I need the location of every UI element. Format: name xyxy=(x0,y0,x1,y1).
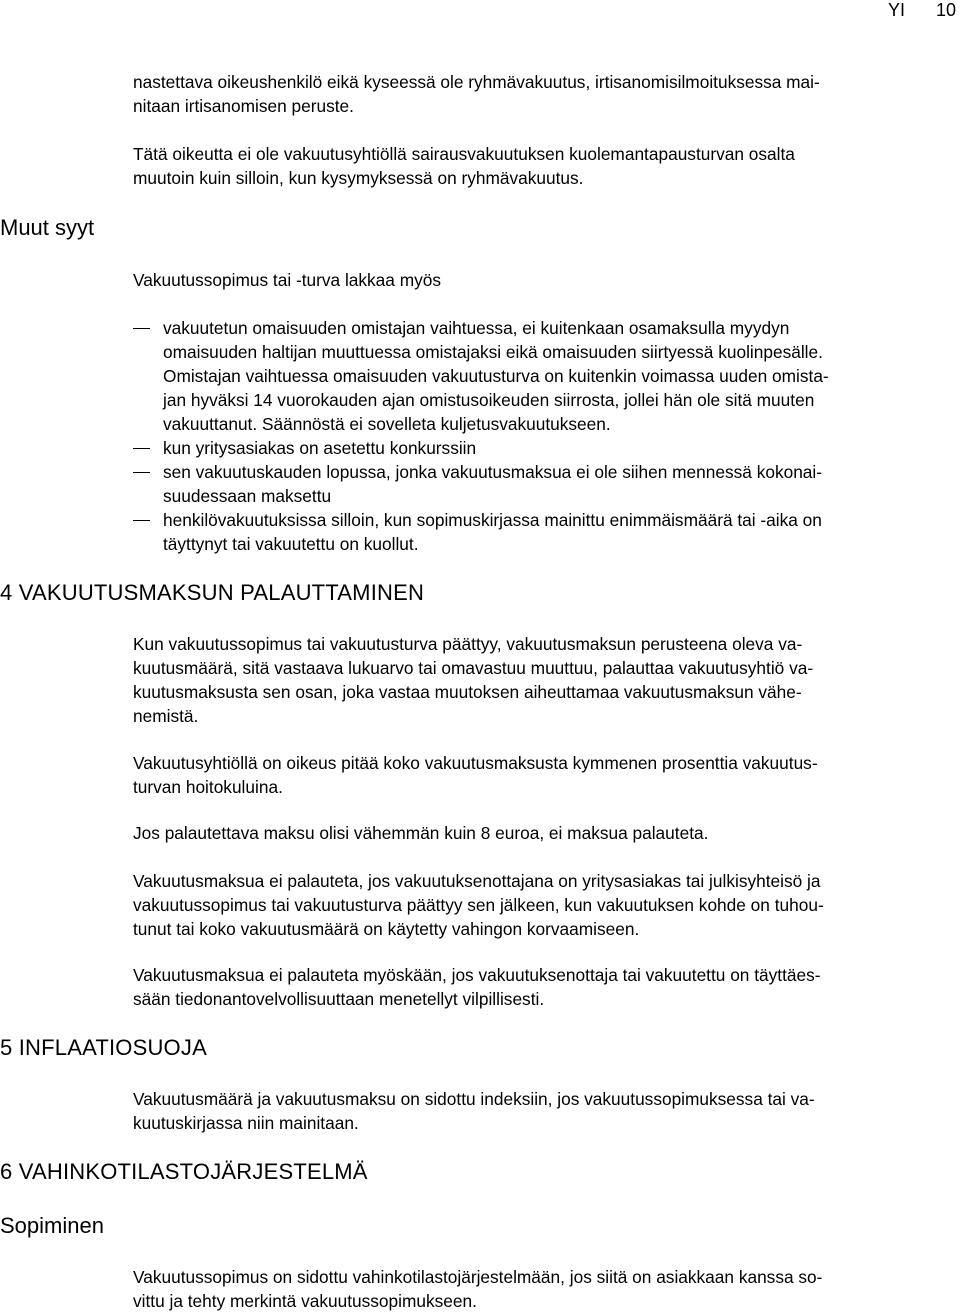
paragraph-line: vittu ja tehty merkintä vakuutussopimukseen. xyxy=(133,1291,477,1311)
list-item-line: Omistajan vaihtuessa omaisuuden vakuutusturva on kuitenkin voimassa uuden omista- xyxy=(163,366,829,386)
paragraph-line: nemistä. xyxy=(133,706,199,726)
paragraph-line: muutoin kuin silloin, kun kysymyksessä on ryhmävakuutus. xyxy=(133,168,584,188)
list-intro: Vakuutussopimus tai -turva lakkaa myös xyxy=(133,270,441,290)
paragraph-line: tunut tai koko vakuutusmäärä on käytetty vahingon korvaamiseen. xyxy=(133,919,640,939)
paragraph-line: Vakuutussopimus on sidottu vahinkotilastojärjestelmään, jos siitä on asiakkaan kanssa so- xyxy=(133,1267,823,1287)
list-item-line: täyttynyt tai vakuutettu on kuollut. xyxy=(163,534,419,554)
side-heading-muut-syyt: Muut syyt xyxy=(0,215,95,240)
list-item-line: jan hyväksi 14 vuorokauden ajan omistusoikeuden siirrosta, jollei hän ole sitä muuten xyxy=(163,390,815,410)
paragraph-line: nitaan irtisanomisen peruste. xyxy=(133,96,354,116)
paragraph-line: Vakuutusmaksua ei palauteta myöskään, jos vakuutuksenottaja tai vakuutettu on täyttäes- xyxy=(133,965,821,985)
paragraph-line: kuutusmaksusta sen osan, joka vastaa muutoksen aiheuttamaa vakuutusmaksun vähe- xyxy=(133,682,802,702)
list-item-line: omaisuuden haltijan muuttuessa omistajaksi eikä omaisuuden siirtyessä kuolinpesälle. xyxy=(163,342,823,362)
section-heading: 4 VAKUUTUSMAKSUN PALAUTTAMINEN xyxy=(0,580,425,605)
dash-bullet-icon xyxy=(133,328,150,329)
list-item-line: vakuutetun omaisuuden omistajan vaihtuessa, ei kuitenkaan osamaksulla myydyn xyxy=(163,318,790,338)
section-heading: 5 INFLAATIOSUOJA xyxy=(0,1035,207,1060)
dash-bullet-icon xyxy=(133,448,150,449)
paragraph-line: Jos palautettava maksu olisi vähemmän kuin 8 euroa, ei maksua palauteta. xyxy=(133,823,709,843)
section-heading: 6 VAHINKOTILASTOJÄRJESTELMÄ xyxy=(0,1159,368,1184)
paragraph-line: Vakuutusmäärä ja vakuutusmaksu on sidottu indeksiin, jos vakuutussopimuksessa tai va- xyxy=(133,1089,815,1109)
paragraph-line: kuutusmäärä, sitä vastaava lukuarvo tai omavastuu muuttuu, palauttaa vakuutusyhtiö va- xyxy=(133,658,814,678)
paragraph-line: turvan hoitokuluina. xyxy=(133,777,283,797)
paragraph-line: sään tiedonantovelvollisuuttaan menetellyt vilpillisesti. xyxy=(133,989,545,1009)
list-item-line: henkilövakuutuksissa silloin, kun sopimuskirjassa mainittu enimmäismäärä tai -aika on xyxy=(163,510,822,530)
list-item-line: sen vakuutuskauden lopussa, jonka vakuutusmaksua ei ole siihen mennessä kokonai- xyxy=(163,462,823,482)
dash-bullet-icon xyxy=(133,520,150,521)
paragraph-line: Vakuutusyhtiöllä on oikeus pitää koko vakuutusmaksusta kymmenen prosenttia vakuutus- xyxy=(133,753,818,773)
list-item-line: suudessaan maksettu xyxy=(163,486,332,506)
dash-bullet-icon xyxy=(133,472,150,473)
paragraph-line: kuutuskirjassa niin mainitaan. xyxy=(133,1113,359,1133)
paragraph-line: vakuutussopimus tai vakuutusturva päättyy sen jälkeen, kun vakuutuksen kohde on tuhou- xyxy=(133,895,824,915)
side-heading-sopiminen: Sopiminen xyxy=(0,1213,104,1238)
paragraph-line: Vakuutusmaksua ei palauteta, jos vakuutuksenottajana on yritysasiakas tai julkisyhteisö ja xyxy=(133,871,821,891)
page-number: 10 xyxy=(936,0,957,20)
paragraph-line: Tätä oikeutta ei ole vakuutusyhtiöllä sairausvakuutuksen kuolemantapausturvan osalta xyxy=(133,144,795,164)
list-item-line: kun yritysasiakas on asetettu konkurssiin xyxy=(163,438,477,458)
list-item-line: vakuuttanut. Säännöstä ei sovelleta kuljetusvakuutukseen. xyxy=(163,414,611,434)
paragraph-line: nastettava oikeushenkilö eikä kyseessä ole ryhmävakuutus, irtisanomisilmoituksessa mai- xyxy=(133,72,820,92)
document-code: YI xyxy=(888,0,906,20)
paragraph-line: Kun vakuutussopimus tai vakuutusturva päättyy, vakuutusmaksun perusteena oleva va- xyxy=(133,634,803,654)
